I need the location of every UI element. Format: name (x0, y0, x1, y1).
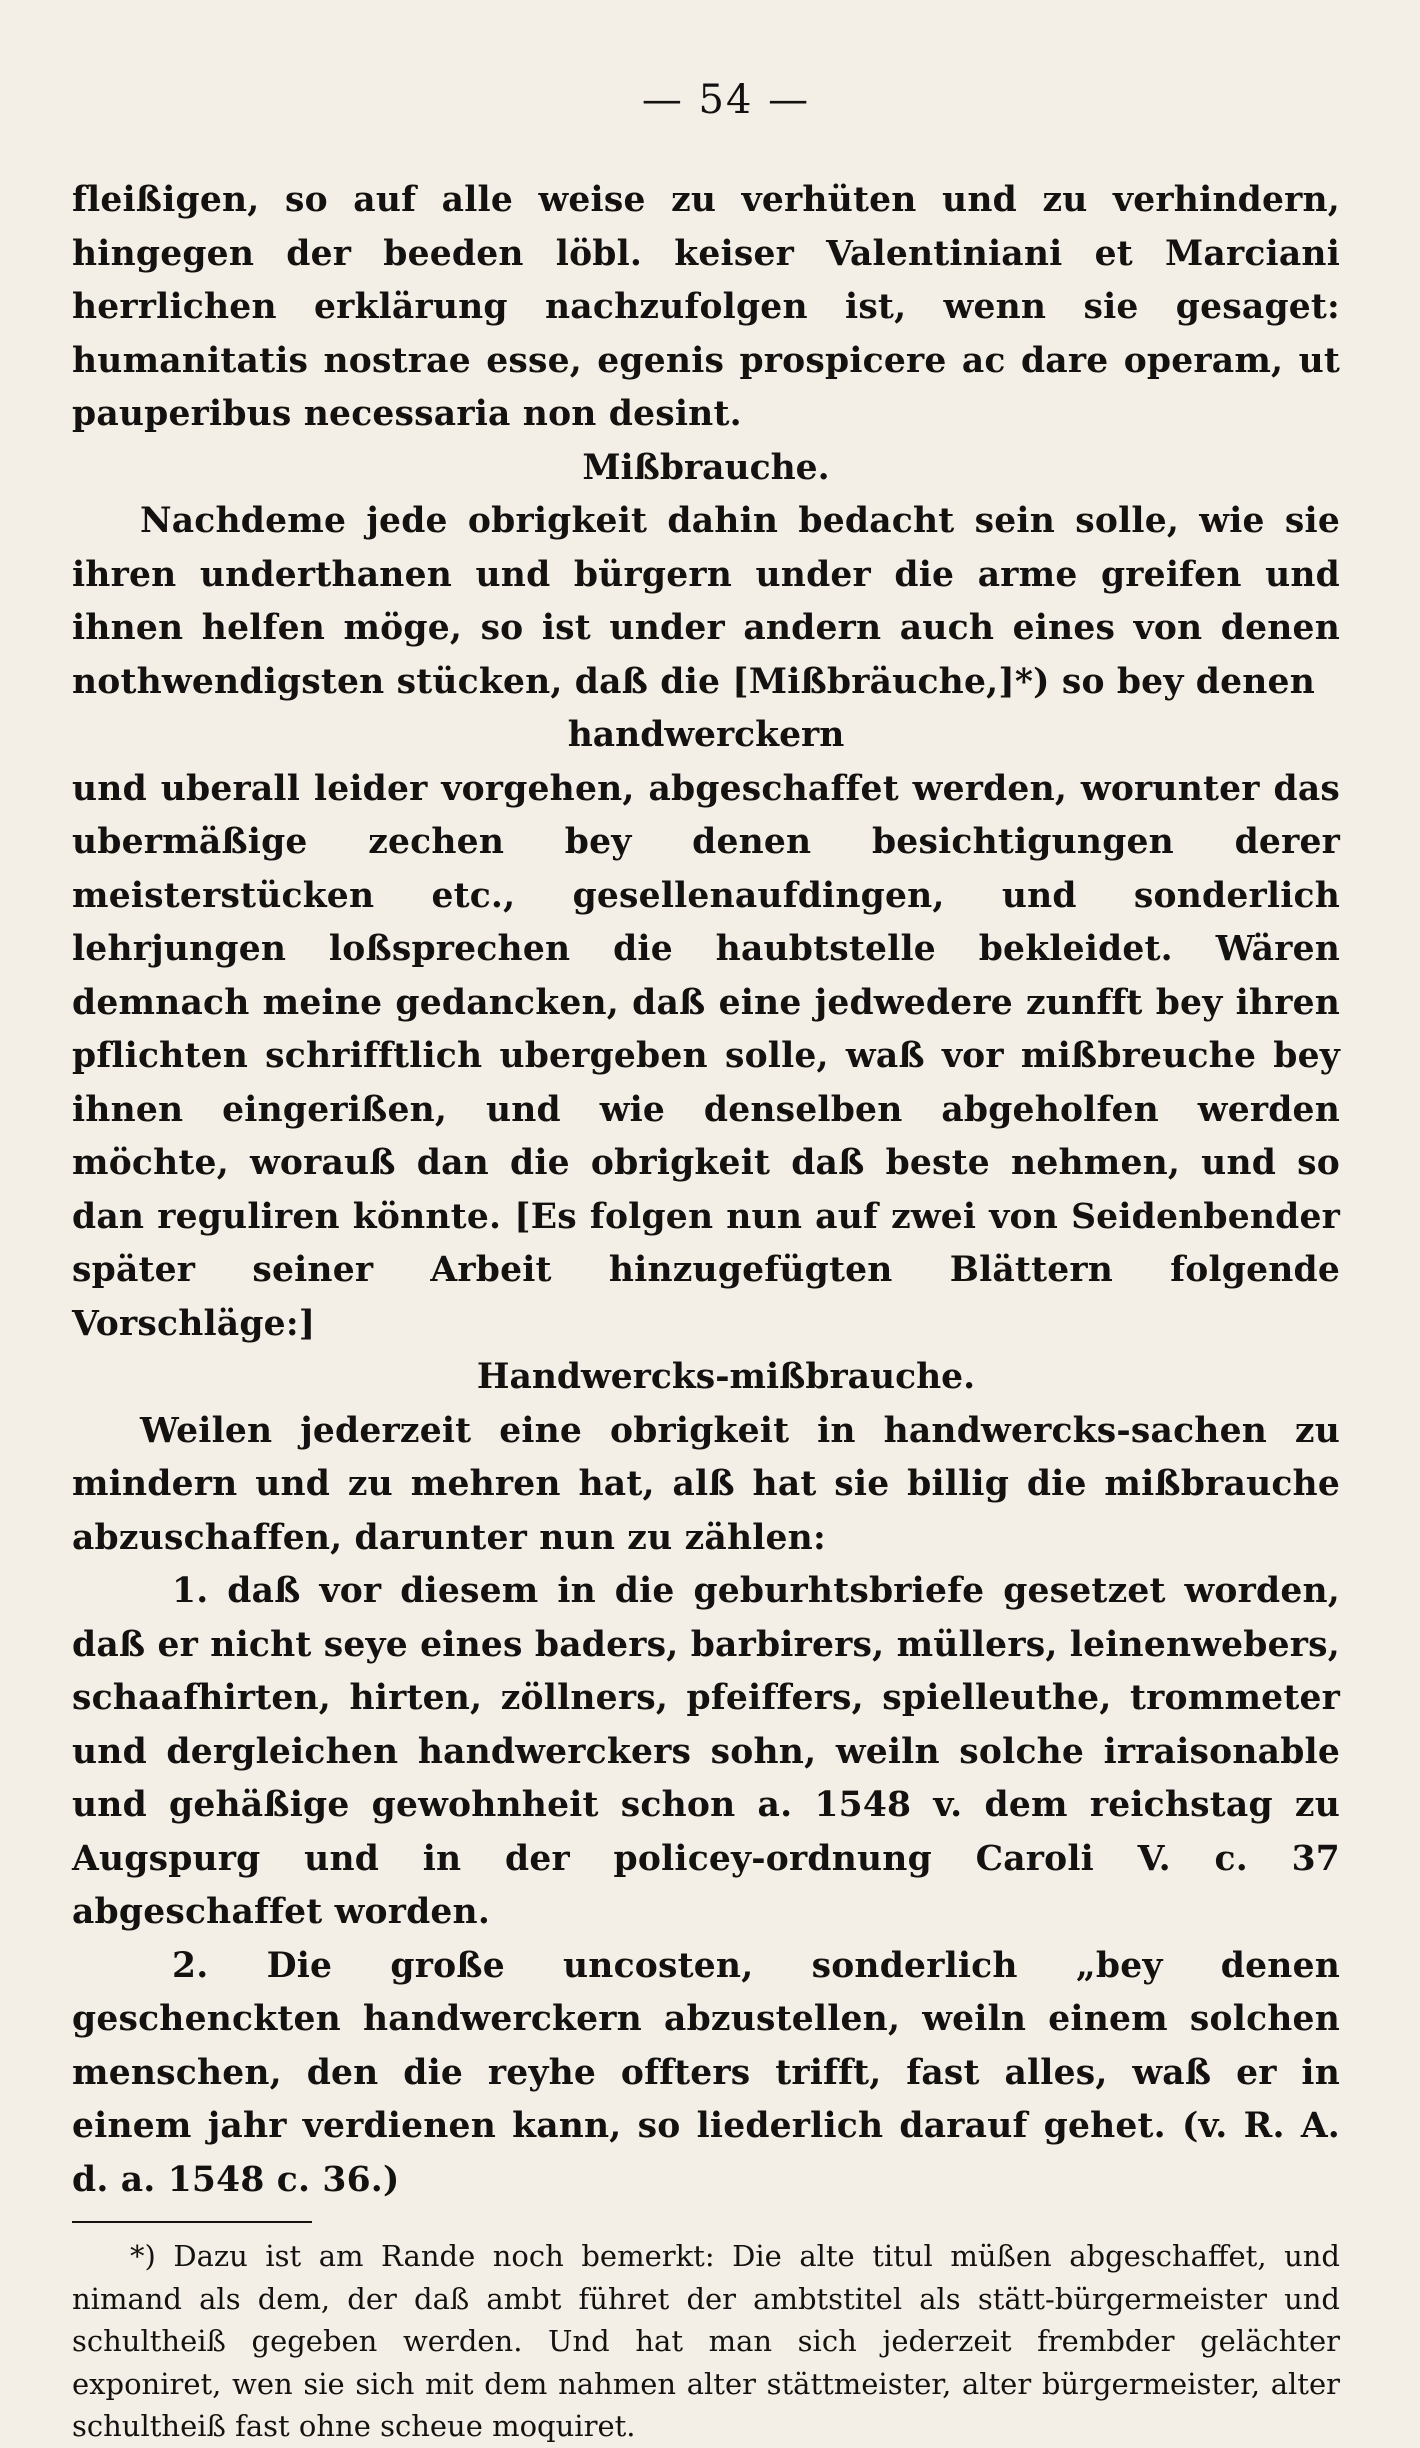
heading-handwercks-missbrauche: Handwercks-mißbrauche. (476, 1357, 976, 1397)
heading-handwerckern: handwerckern (567, 715, 845, 755)
paragraph-4: Weilen jederzeit eine obrigkeit in handwercks-sachen zu mindern und zu mehren hat, alß hat sie billig die mißbrauche abzuschaffen, darunter nun zu zählen: (72, 1410, 1340, 1558)
list-item-1: 1. daß vor diesem in die geburhtsbriefe gesetzet worden, daß er nicht seye eines baders, barbirers, müllers, leinenwebers, schaafhirten, hirten, zöllners, pfeiffers, spielleuthe, trommeter und dergleichen handwerckers sohn, weiln solche irraisonable und gehäßige gewohnheit schon a. 1548 v. dem reichstag zu Augspurg und in der policey-ordnung Caroli V. c. 37 abgeschaffet worden. (72, 1571, 1340, 1932)
page-number: — 54 — (641, 77, 811, 123)
paragraph-3: und uberall leider vorgehen, abgeschaffet werden, worunter das ubermäßige zechen bey denen besichtigungen derer meisterstücken etc., gesellenaufdingen, und sonderlich lehrjungen loßsprechen die haubtstelle bekleidet. Wären demnach meine gedancken, daß eine jedwedere zunfft bey ihren pflichten schrifftlich ubergeben solle, waß vor mißbreuche bey ihnen eingerißen, und wie denselben abgeholfen werden möchte, worauß dan die obrigkeit daß beste nehmen, und so dan reguliren könnte. [Es folgen nun auf zwei von Seidenbender später seiner Arbeit hinzugefügten Blättern folgende Vorschläge:] (72, 768, 1340, 1344)
footnote (72, 2235, 1340, 2448)
footnote-divider (72, 2221, 312, 2223)
main-text (72, 174, 1340, 2207)
heading-missbrauche: Mißbrauche. (582, 447, 830, 488)
list-item-2: 2. Die große uncosten, sonderlich „bey denen geschenckten handwerckern abzustellen, weiln einem solchen menschen, den die reyhe offters trifft, fast alles, waß er in einem jahr verdienen kann, so liederlich darauf gehet. (v. R. A. d. a. 1548 c. 36.) (72, 1945, 1340, 2200)
paragraph-1: fleißigen, so auf alle weise zu verhüten und zu verhindern, hingegen der beeden löbl. keiser Valentiniani et Marciani herrlichen erklärung nachzufolgen ist, wenn sie gesaget: humanitatis nostrae esse, egenis prospicere ac dare operam, ut pauperibus necessaria non desint. (72, 180, 1340, 434)
paragraph-2: Nachdeme jede obrigkeit dahin bedacht sein solle, wie sie ihren underthanen und bürgern under die arme greifen und ihnen helfen möge, so ist under andern auch eines von denen nothwendigsten stücken, daß die [Mißbräuche,]*) so bey denen (72, 501, 1340, 702)
footnote-text: *) Dazu ist am Rande noch bemerkt: Die alte titul müßen abgeschaffet, und nimand als dem, der daß ambt führet der ambtstitel als stätt-bürgermeister und schultheiß gegeben werden. Und hat man sich jederzeit frembder gelächter exponiret, wen sie sich mit dem nahmen alter stättmeister, alter bürgermeister, alter schultheiß fast ohne scheue moquiret. (72, 2239, 1340, 2443)
